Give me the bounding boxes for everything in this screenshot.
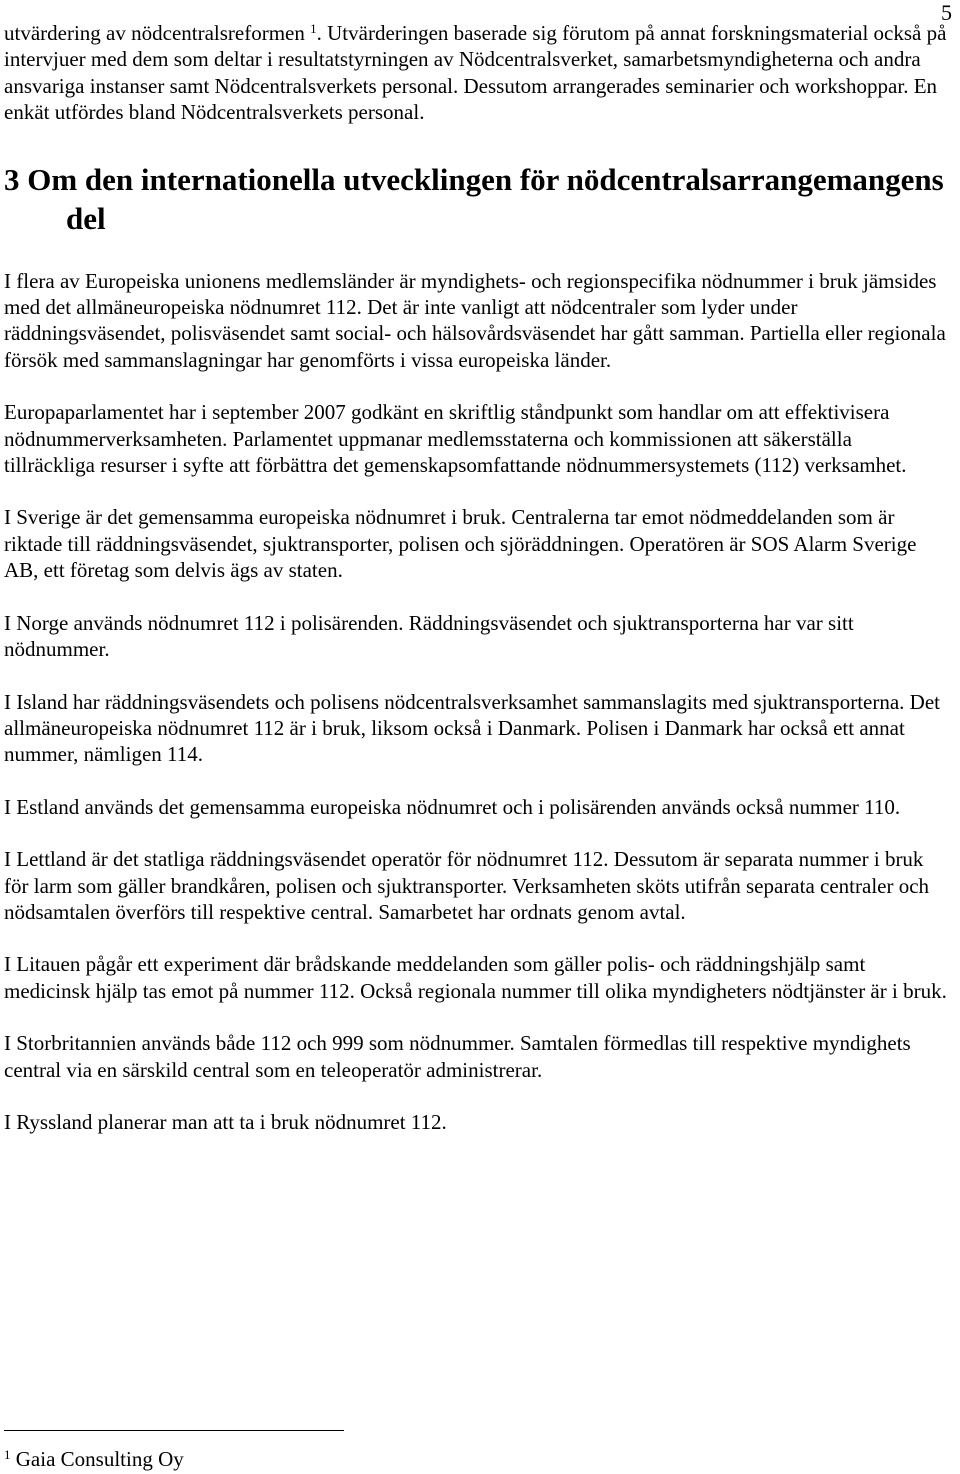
intro-paragraph [4, 20, 948, 126]
intro-text-start: utvärdering av nödcentralsreformen [4, 21, 311, 45]
section-heading: 3 Om den internationella utvecklingen för nödcentralsarrangemangens del [4, 161, 944, 236]
paragraph-eu-members: I flera av Europeiska unionens medlemsländer är myndighets- och regionspecifika nödnummer i bruk jämsides med det allmäneuropeiska nödnumret 112. Det är inte vanligt att nödcentraler som lyder under räddningsväsendet, polisväsendet samt social- och hälsovårdsväsendet har gått samman. Partiella eller regionala försök med sammanslagningar har genomförts i vissa europeiska länder. [4, 268, 946, 372]
paragraph-estonia: I Estland används det gemensamma europeiska nödnumret och i polisärenden används också nummer 110. [4, 794, 901, 819]
paragraph-lithuania: I Litauen pågår ett experiment där brådskande meddelanden som gäller polis- och räddningshjälp samt medicinsk hjälp tas emot på nummer 112. Också regionala nummer till olika myndigheters nödtjänster är i bruk. [4, 952, 947, 1003]
footnote-marker: 1 [4, 1447, 11, 1462]
paragraph-united-kingdom: I Storbritannien används både 112 och 999 som nödnummer. Samtalen förmedlas till respektive myndighets central via en särskild central som en teleoperatör administrerar. [4, 1031, 911, 1082]
document-body [4, 20, 948, 1135]
footnote-text: Gaia Consulting Oy [15, 1447, 184, 1471]
page-number: 5 [941, 0, 952, 25]
paragraph-iceland-denmark: I Island har räddningsväsendets och polisens nödcentralsverksamhet sammanslagits med sjuktransporterna. Det allmäneuropeiska nödnumret 112 är i bruk, liksom också i Danmark. Polisen i Danmark har också ett annat nummer, nämligen 114. [4, 689, 941, 767]
intro-text-end: . Utvärderingen baserade sig förutom på annat forskningsmaterial också på intervjuer med dem som deltar i resultatstyrningen av Nödcentralsverket, samarbetsmyndigheterna och andra ansvariga instanser samt Nödcentralsverkets personal. Dessutom arrangerades seminarier och workshoppar. En enkät utfördes bland Nödcentralsverkets personal. [4, 21, 947, 125]
paragraph-russia: I Ryssland planerar man att ta i bruk nödnumret 112. [4, 1109, 447, 1134]
footnote-divider [4, 1430, 344, 1431]
paragraph-sweden: I Sverige är det gemensamma europeiska nödnumret i bruk. Centralerna tar emot nödmeddelanden som är riktade till räddningsväsendet, sjuktransporter, polisen och sjöräddningen. Operatören är SOS Alarm Sverige AB, ett företag som delvis ägs av staten. [4, 505, 917, 583]
footnote [4, 1446, 184, 1472]
footnote-reference[interactable]: 1 [310, 21, 317, 36]
paragraph-latvia: I Lettland är det statliga räddningsväsendet operatör för nödnumret 112. Dessutom är separata nummer i bruk för larm som gäller brandkåren, polisen och sjuktransporter. Verksamheten sköts utifrån separata centraler och nödsamtalen överförs till respektive central. Samarbetet har ordnats genom avtal. [4, 847, 930, 924]
paragraph-european-parliament: Europaparlamentet har i september 2007 godkänt en skriftlig ståndpunkt som handlar om att effektivisera nödnummerverksamheten. Parlamentet uppmanar medlemsstaterna och kommissionen att säkerställa tillräckliga resurser i syfte att förbättra det gemenskapsomfattande nödnummersystemets (112) verksamhet. [4, 400, 907, 478]
paragraph-norway: I Norge används nödnumret 112 i polisärenden. Räddningsväsendet och sjuktransporterna har var sitt nödnummer. [4, 610, 854, 662]
